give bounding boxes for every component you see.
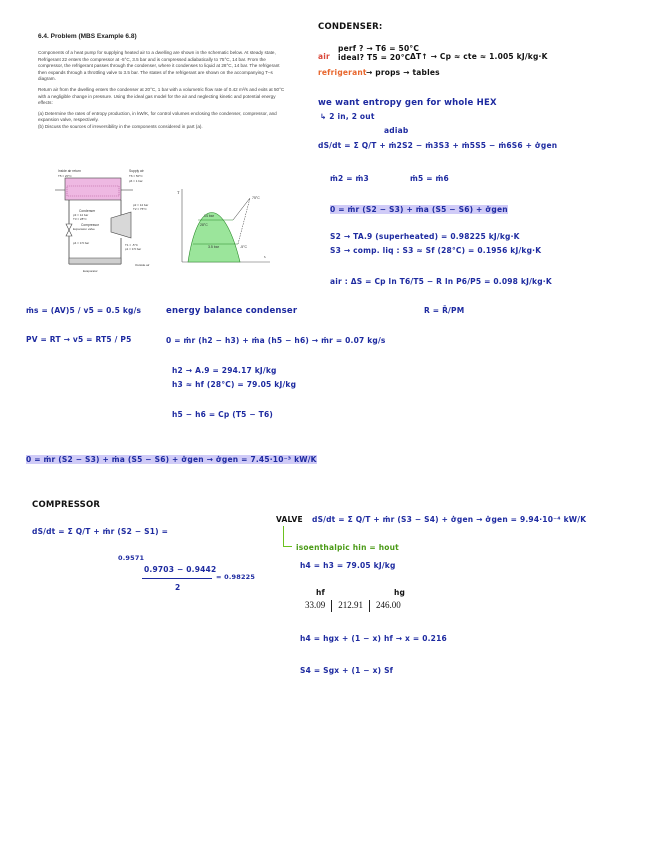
h4-equals-h3-line: h4 = h3 = 79.05 kJ/kg [300,561,396,570]
valve-heading: VALVE [276,515,303,524]
problem-statement [38,50,286,135]
compressor-heading: COMPRESSOR [32,500,101,510]
air-entropy-line: air : ΔS = Cp ln T6/T5 − R ln P6/P5 = 0.098 kJ/kg·K [330,277,552,286]
mass-balance-air: ṁ5 = ṁ6 [410,174,449,183]
p2-label: p2 = 14 bar [133,203,149,207]
p4-label: p4 = 3.5 bar [73,241,90,245]
entropy-zero-equation [330,205,508,214]
svg-text:Inside air return [58,169,81,173]
table-head-hg: hg [394,588,406,597]
h5-h6-line: h5 − h6 = Cp (T5 − T6) [172,410,274,419]
problem-part-b: (b) Discuss the sources of irreversibility in the components considered in part (a). [38,123,203,129]
compressor-fraction-denominator: 2 [175,583,181,592]
fraction-bar [142,578,212,579]
heat-pump-schematic [55,168,165,274]
mass-balance-refrigerant: ṁ2 = ṁ3 [330,174,369,183]
air-ideal-line: ideal? T5 = 20°C [338,53,411,62]
compressor-entropy-equation: dS/dt = Σ Q/T + ṁr (S2 − S1) = [32,527,169,536]
entropy-balance-condenser: dS/dt = Σ Q/T + ṁ2S2 − ṁ3S3 + ṁ5S5 − ṁ6S6 + σ̇gen [318,141,558,150]
inside-air-label: Inside air return [58,169,81,173]
condenser-label: Condenser [79,209,96,213]
ts-p-low: 3.5 bar [208,245,219,249]
energy-balance-heading: energy balance condenser [166,306,298,316]
t5-label: T5 = 20°C [58,174,72,178]
compressor-label: Compressor [81,223,99,227]
outside-air-label: Outside air [135,263,150,267]
s3-line: S3 → comp. liq : S3 ≈ Sf (28°C) = 0.1956 kJ/kg·K [330,246,542,255]
value-hfg: 212.91 [338,600,363,611]
p1-label: p1 = 3.5 bar [125,247,142,251]
valve-bracket [283,526,292,547]
supply-air-label: Supply air [129,169,144,173]
problem-paragraph-1: Components of a heat pump for supplying heated air to a dwelling are shown in the schematic below. At steady state, Refrigerant 22 enters the compressor at -5°C, 3.5 bar and is compressed adiabatically to 75°C, 14 bar. From the compressor, the refrigerant passes through the condenser, where it condenses to liquid at 28°C, 14 bar. The refrigerant then expands through a throttling valve to 3.5 bar. The states of the refrigerant are shown on the accompanying T–s diagram. [38,50,280,82]
t3-label: T3 = 28°C [73,217,87,221]
condenser-heading: CONDENSER: [318,22,383,32]
quality-equation: h4 = hgx + (1 − x) hf → x = 0.216 [300,634,447,643]
ts-mid-temp: 28°C [200,223,208,227]
t1-label: T1 = -5°C [125,243,138,247]
s-axis-label: s [264,254,266,259]
p6-label: p6 = 1 bar [129,179,143,183]
sigma-gen-condenser-line [26,455,317,464]
want-entropy-line: we want entropy gen for whole HEX [318,98,497,108]
adiab-note: adiab [384,126,409,135]
compressor-fraction-numerator: 0.9703 − 0.9442 [144,565,217,574]
sigma-gen-condenser-text: 0 = ṁr (S2 − S3) + ṁa (S5 − S6) + σ̇gen → σ̇gen = 7.45·10⁻³ kW/K [26,455,317,464]
mass-flow-air-line: ṁs = (AV)5 / v5 = 0.5 kg/s [26,306,142,315]
problem-part-a: (a) Determine the rates of entropy production, in kW/K, for control volumes enclosing the condenser, compressor, and expansion valve, respectively. [38,110,277,123]
p3-label: p3 = 14 bar [73,213,89,217]
air-dt-line: ΔT↑ → Cp ≈ cte ≈ 1.005 kJ/kg·K [410,52,548,61]
isenthalpic-note: isoenthalpic hin = hout [296,543,399,552]
gas-constant-line: R = R̄/PM [424,306,465,315]
evaporator-label: Evaporator [83,269,98,273]
energy-balance-equation: 0 = ṁr (h2 − h3) + ṁa (h5 − h6) → ṁr = 0.07 kg/s [166,336,386,345]
refrigerant-props: → props → tables [366,68,440,77]
ts-top-temp: 75°C [252,196,260,200]
t6-label: T6 = 50°C [129,174,143,178]
valve-entropy-equation: dS/dt = Σ Q/T + ṁr (S3 − S4) + σ̇gen → σ̇gen = 9.94·10⁻⁴ kW/K [312,515,587,524]
h3-line: h3 ≈ hf (28°C) = 79.05 kJ/kg [172,380,297,389]
air-perf-line: perf ? → T6 = 50°C [338,44,420,53]
compressor-result: = 0.98225 [216,573,256,581]
problem-title: 6.4. Problem (MBS Example 6.8) [38,33,137,40]
entropy-zero-equation-text: 0 = ṁr (S2 − S3) + ṁa (S5 − S6) + σ̇gen [330,205,508,214]
problem-paragraph-2: Return air from the dwelling enters the condenser at 20°C, 1 bar with a volumetric flow rate of 0.42 m³/s and exits at 50°C with a negligible change in pressure. Using the ideal gas model for the air and neglecting kinetic and potential energy effects: [38,86,285,106]
t2-label: T2 = 75°C [133,207,147,211]
refrigerant-label: refrigerant [318,68,367,77]
value-hf: 33.09 [305,600,326,611]
saturation-values-row [305,600,401,612]
ts-p-high: 14 bar [204,214,214,218]
ts-low-temp: -5°C [240,245,248,249]
t-axis-label: T [177,190,180,195]
compressor-s1-value: 0.9571 [118,554,145,562]
value-hg: 246.00 [376,600,401,611]
air-label: air [318,52,330,61]
s4-equation: S4 = Sgx + (1 − x) Sf [300,666,394,675]
s2-line: S2 → TA.9 (superheated) = 0.98225 kJ/kg·K [330,232,520,241]
in-out-line: ↳ 2 in, 2 out [320,112,375,121]
table-head-hf: hf [316,588,326,597]
expansion-valve-label: Expansion valve [73,227,95,231]
ts-diagram [176,186,272,266]
ideal-gas-line: PV = RT → v5 = RT5 / P5 [26,335,132,344]
h2-line: h2 → A.9 = 294.17 kJ/kg [172,366,277,375]
